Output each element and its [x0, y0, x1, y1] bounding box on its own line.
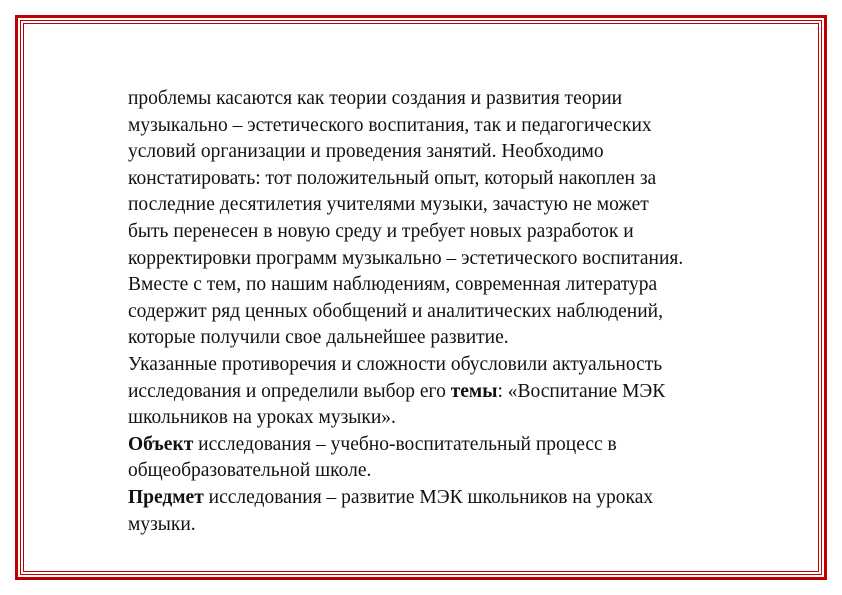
topic-line — [128, 379, 768, 406]
document-text — [128, 86, 768, 538]
subject-label: Предмет — [128, 486, 204, 508]
subject-line — [128, 485, 768, 512]
text-line: которые получили свое дальнейшее развитие. — [128, 327, 509, 349]
topic-line-after: : «Воспитание МЭК — [497, 380, 666, 402]
text-line: Вместе с тем, по нашим наблюдениям, современная литература — [128, 274, 658, 296]
text-line: констатировать: тот положительный опыт, который накоплен за — [128, 167, 657, 189]
text-line: последние десятилетия учителями музыки, зачастую не может — [128, 194, 649, 216]
object-label: Объект — [128, 433, 194, 455]
subject-line-continued: музыки. — [128, 513, 196, 535]
text-line: проблемы касаются как теории создания и развития теории — [128, 88, 623, 109]
object-text: исследования – учебно-воспитательный процесс в — [193, 433, 617, 455]
object-line-continued: общеобразовательной школе. — [128, 460, 372, 482]
text-line: музыкально – эстетического воспитания, так и педагогических — [128, 114, 652, 136]
subject-text: исследования – развитие МЭК школьников на уроках — [203, 486, 654, 508]
text-line: условий организации и проведения занятий. Необходимо — [128, 141, 604, 163]
text-line: содержит ряд ценных обобщений и аналитических наблюдений, — [128, 300, 663, 322]
topic-label: темы — [450, 380, 498, 402]
topic-line-continued: школьников на уроках музыки». — [128, 407, 396, 429]
text-line: Указанные противоречия и сложности обусловили актуальность — [128, 353, 663, 375]
topic-line-before: исследования и определили выбор его — [128, 380, 451, 402]
object-line — [128, 432, 768, 459]
text-line: корректировки программ музыкально – эстетического воспитания. — [128, 247, 684, 269]
text-line: быть перенесен в новую среду и требует новых разработок и — [128, 220, 634, 242]
